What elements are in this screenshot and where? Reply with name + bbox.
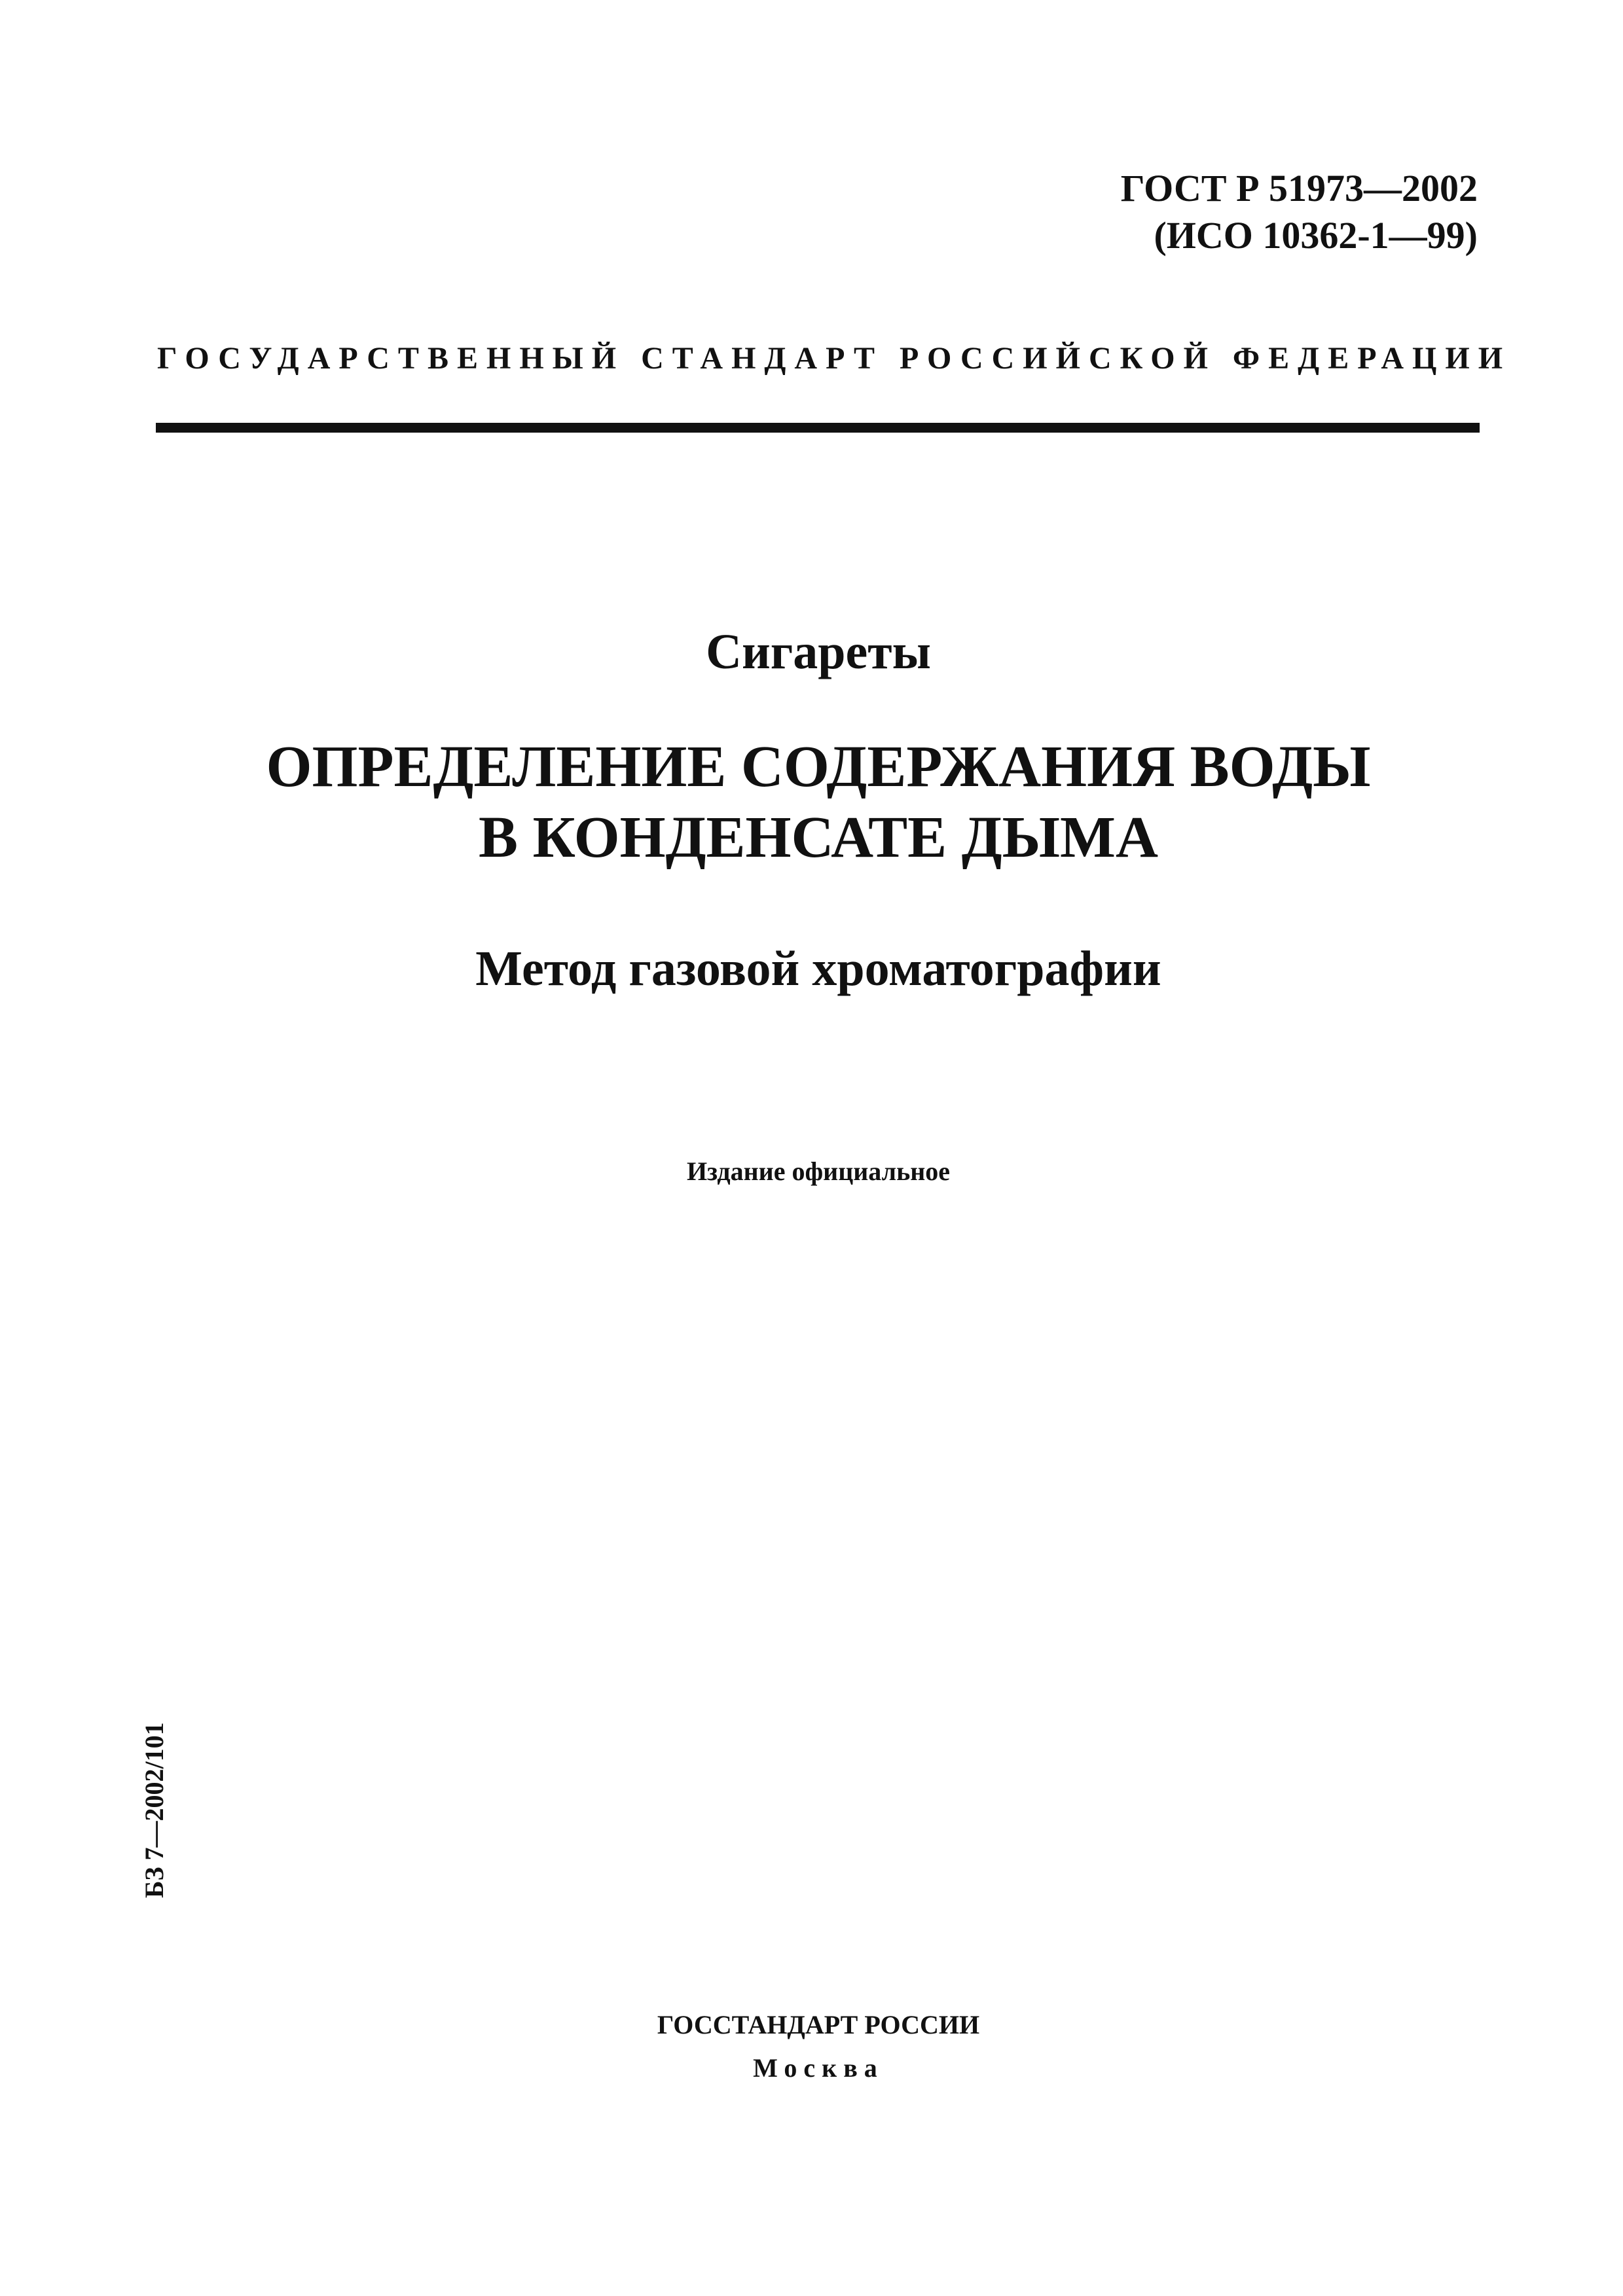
- title-line-2: В КОНДЕНСАТЕ ДЫМА: [479, 805, 1158, 870]
- document-method: Метод газовой хроматографии: [475, 941, 1161, 996]
- state-standard-heading: ГОСУДАРСТВЕННЫЙ СТАНДАРТ РОССИЙСКОЙ ФЕДЕРАЦИИ: [157, 341, 1512, 376]
- iso-reference: (ИСО 10362-1—99): [1154, 214, 1478, 257]
- document-subject: Сигареты: [706, 624, 931, 679]
- edition-label: Издание официальное: [686, 1157, 951, 1186]
- standard-designation: [1121, 165, 1478, 259]
- publisher-city: Москва: [753, 2053, 884, 2083]
- document-title: [157, 732, 1480, 873]
- side-catalog-code: БЗ 7—2002/101: [139, 1722, 169, 1898]
- heading-divider: [156, 423, 1480, 433]
- publisher-name: ГОССТАНДАРТ РОССИИ: [657, 2010, 980, 2039]
- title-line-1: ОПРЕДЕЛЕНИЕ СОДЕРЖАНИЯ ВОДЫ: [266, 734, 1371, 799]
- gost-number: ГОСТ Р 51973—2002: [1120, 167, 1478, 209]
